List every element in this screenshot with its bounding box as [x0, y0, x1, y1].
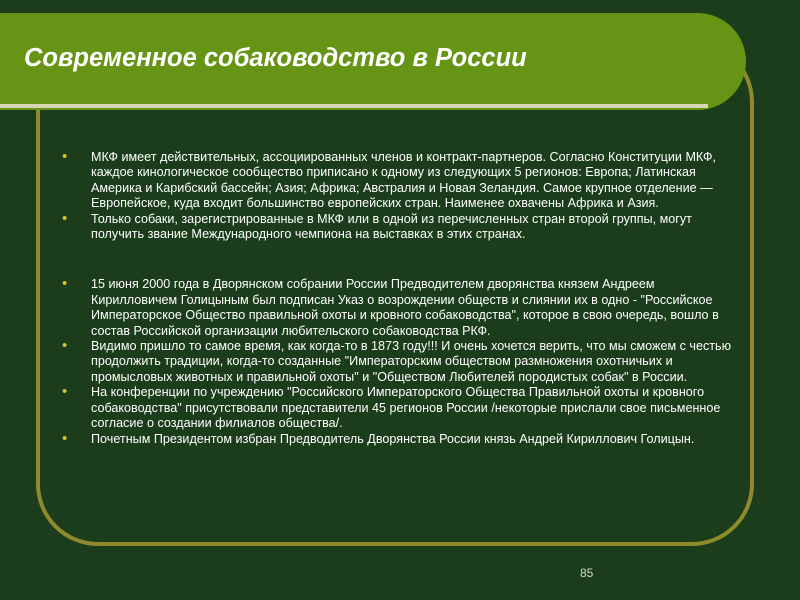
title-underline	[0, 104, 708, 108]
bullet-item	[62, 429, 742, 447]
bullet-item	[62, 209, 742, 243]
bullet-marker-icon: •	[62, 275, 68, 293]
bullet-text: Почетным Президентом избран Предводитель Дворянства России князь Андрей Кириллович Голицын.	[91, 431, 695, 446]
bullet-text: Видимо пришло то самое время, как когда-то в 1873 году!!! И очень хочется верить, что мы сможем с честью продолжить традиции, когда-то созданные "Императорским обществом размножения охотничьих и промысловых животных и правильной охоты" и "Обществом Любителей породистых собак" в России.	[91, 339, 732, 384]
bullet-item	[62, 150, 742, 212]
slide-title: Современное собаководство в России	[24, 44, 527, 72]
bullet-marker-icon: •	[62, 148, 68, 165]
bullet-text: Только собаки, зарегистрированные в МКФ или в одной из перечисленных стран второй группы, могут получить звание Международного чемпиона на выставках в этих странах.	[91, 211, 692, 242]
bullet-list	[62, 150, 742, 447]
slide-number: 85	[580, 566, 594, 580]
bullet-marker-icon: •	[62, 429, 68, 447]
bullet-marker-icon: •	[62, 337, 68, 355]
bullet-item	[62, 385, 742, 431]
bullet-item	[62, 339, 742, 385]
bullet-text: На конференции по учреждению "Российского Императорского Общества Правильной охоты и кровного собаководства" присутствовали представители 45 регионов России /некоторые прислали свое письменное согласие о создании филиалов общества/.	[91, 385, 721, 431]
bullet-marker-icon: •	[62, 209, 68, 227]
bullet-item	[62, 277, 742, 339]
bullet-marker-icon: •	[62, 383, 68, 401]
bullet-text: МКФ имеет действительных, ассоциированных членов и контракт-партнеров. Согласно Конституции МКФ, каждое кинологическое сообщество приписано к одному из следующих 5 регионов: Европа; Латинская Америка и Карибский бассейн; Азия; Африка; Австралия и Новая Зеландия. Самое крупное отделение — Европейское, куда входит большинство европейских стран. Наименее охвачены Африка и Азия.	[91, 150, 716, 211]
bullet-text: 15 июня 2000 года в Дворянском собрании России Предводителем дворянства князем Андреем Кирилловичем Голицыным был подписан Указ о возрождении обществ и слиянии их в одно - "Российское Императорское Общество правильной охоты и кровного собаководства", которое в свою очередь, вошло в состав Российской организации любительского собаководства РКФ.	[91, 277, 719, 338]
